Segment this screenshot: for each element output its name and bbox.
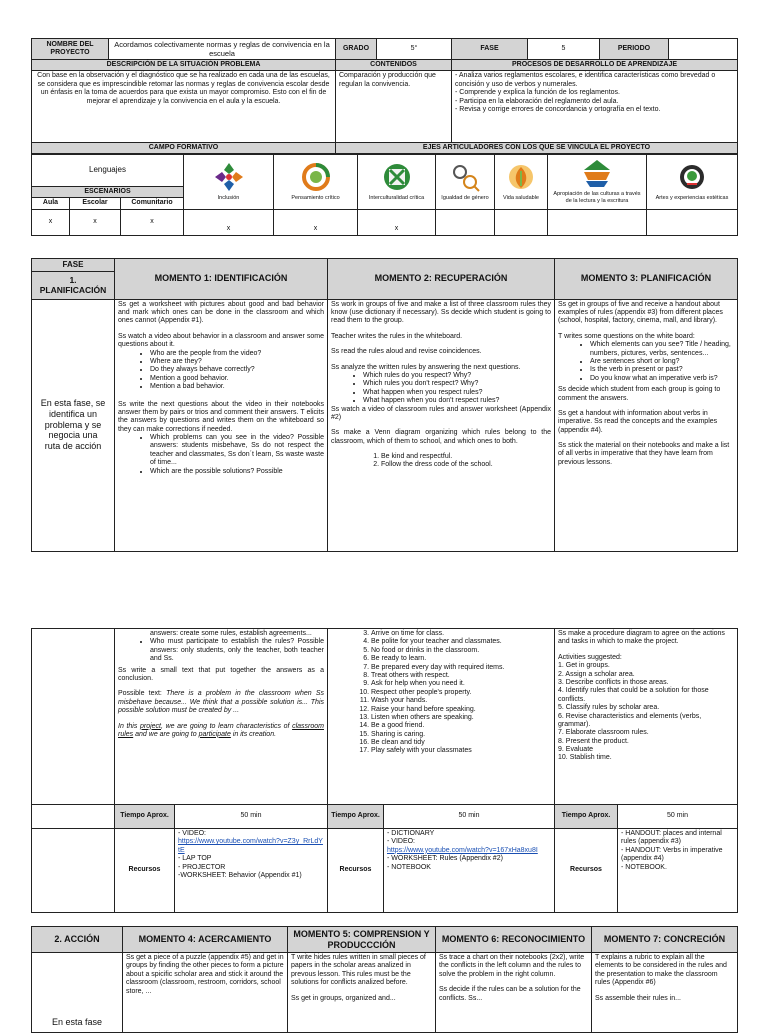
moment-1-title: MOMENTO 1: IDENTIFICACIÓN: [115, 259, 328, 300]
inclusion-mark: x: [184, 209, 274, 235]
list-item: • What happen when you respect rules?: [363, 389, 551, 397]
moment-3-continuation: [555, 629, 738, 805]
resources-moment-3: - HANDOUT: places and internal rules (appendix #3) - HANDOUT: Verbs in imperative (appendix #4) - NOTEBOOK.: [618, 829, 738, 913]
paragraph: Ss watch a video about behavior in a classroom and answer some questions about it.: [118, 332, 324, 349]
process-item: - Comprende y explica la función de los reglamentos.: [455, 89, 620, 97]
moment-2-title: MOMENTO 2: RECUPERACIÓN: [328, 259, 555, 300]
paragraph: Teacher writes the rules in the whiteboard.: [331, 332, 463, 340]
process-item: - Participa en la elaboración del reglamento del aula.: [455, 97, 619, 105]
paragraph: Ss decide which student from each group is going to comment the answers.: [558, 386, 721, 402]
scenario-classroom-mark: x: [32, 209, 70, 235]
contents-text: Comparación y producción que regulan la convivencia.: [336, 71, 452, 143]
list-item: • Are sentences short or long?: [590, 358, 734, 366]
scenario-community-mark: x: [121, 209, 184, 235]
list-item: 7. Be prepared every day with required items.: [371, 664, 551, 672]
activity-item: 3. Describe conflicts in those areas.: [558, 678, 669, 686]
learning-processes: [452, 71, 738, 143]
phase-1-table: [31, 258, 738, 552]
phase-1-continuation-table: [31, 628, 738, 913]
healthy-life-icon: [498, 162, 544, 192]
moment-6-title: MOMENTO 6: RECONOCIMIENTO: [436, 927, 592, 953]
list-item: 8. Treat others with respect.: [371, 672, 551, 680]
list-item: 15. Sharing is caring.: [371, 731, 551, 739]
time-value: 50 min: [175, 805, 328, 829]
phase-2-description: En esta fase: [32, 953, 123, 1033]
list-item: • Which elements can you see? Title / heading, numbers, pictures, verbs, sentences...: [590, 341, 734, 358]
answer-continuation: [118, 630, 324, 638]
time-value: 50 min: [618, 805, 738, 829]
contents-header: CONTENIDOS: [336, 60, 452, 71]
resources-label: Recursos: [115, 829, 175, 913]
moment-4-title: MOMENTO 4: ACERCAMIENTO: [123, 927, 288, 953]
training-field-value: Lenguajes: [32, 154, 184, 187]
phase-description-continuation: [32, 629, 115, 805]
moment-2-content: [328, 299, 555, 551]
critical-thinking-icon: [277, 162, 354, 192]
time-label: Tiempo Aprox.: [328, 805, 384, 829]
axes-header: EJES ARTICULADORES CON LOS QUE SE VINCULA EL PROYECTO: [336, 143, 738, 154]
paragraph: T writes some questions on the white board:: [558, 332, 695, 340]
interculturality-icon: [361, 162, 432, 192]
scenarios-header: ESCENARIOS: [32, 187, 184, 198]
list-item: 12. Raise your hand before speaking.: [371, 706, 551, 714]
list-item: answers: create some rules, establish agreements...: [150, 630, 312, 637]
project-header-table: [31, 38, 738, 155]
moment-7-content: T explains a rubric to explain all the elements to be considered in the rules and the presentation to make the classroom rules (Appendix #6) Ss assemble their rules in...: [592, 953, 738, 1033]
resources-moment-2: - DICTIONARY - VIDEO: https://www.youtube.com/watch?v=167xHa8xu8I - WORKSHEET: Rules (Appendix #2) - NOTEBOOK: [384, 829, 555, 913]
activity-item: 9. Evaluate: [558, 746, 594, 754]
list-item: 17. Play safely with your classmates: [371, 747, 551, 755]
paragraph: Ss write a small text that put together the answers as a conclusion.: [118, 666, 324, 682]
training-field-header: CAMPO FORMATIVO: [32, 143, 336, 154]
time-label: Tiempo Aprox.: [115, 805, 175, 829]
resources-moment-1: - VIDEO: https://www.youtube.com/watch?v=Z3y_RrLdYtE - LAP TOP - PROJECTOR -WORKSHEET: Behavior (Appendix #1): [175, 829, 328, 913]
learning-processes-header: PROCESOS DE DESARROLLO DE APRENDIZAJE: [452, 60, 738, 71]
list-item: 2. Follow the dress code of the school.: [381, 461, 551, 469]
moment-1-content: [115, 299, 328, 551]
question-list: [118, 638, 324, 663]
moment-6-content: Ss trace a chart on their notebooks (2x2), write the conflicts in the left column and the rules to solve the problem in the right column. Ss decide if the rules can be a solution for the conflicts. Ss...: [436, 953, 592, 1033]
process-item: - Revisa y corrige errores de concordancia y ortografía en el texto.: [455, 105, 661, 113]
inclusion-icon: [187, 162, 270, 192]
paragraph: Ss stick the material on their notebooks and make a list of all verbs in imperative that they have learn from previous lessons.: [558, 442, 730, 466]
question-list: [118, 350, 324, 392]
activity-item: 2. Assign a scholar area.: [558, 670, 635, 678]
phase-label: FASE: [32, 259, 115, 272]
list-item: 14. Be a good friend.: [371, 722, 551, 730]
phase-value: 5: [528, 39, 600, 60]
scenario-classroom: Aula: [32, 198, 70, 209]
list-item: 10. Respect other people's property.: [371, 689, 551, 697]
list-item: • Do they always behave correctly?: [150, 366, 324, 374]
process-item: - Analiza varios reglamentos escolares, e identifica características como brevedad o concisión y uso de verbos y numerales.: [455, 72, 716, 88]
list-item: • Who must participate to establish the rules? Possible answers: only students, only the teacher, both teacher and Ss.: [150, 638, 324, 663]
axis-label-reading-culture: Apropiación de las culturas a través de la lectura y la escritura: [553, 191, 641, 204]
list-item: 9. Ask for help when you need it.: [371, 680, 551, 688]
list-item: • Which problems can you see in the video? Possible answers: students misbehave, Ss do not respect the teacher and classmates, Ss don´t learn, Ss waste waste of time...: [150, 434, 324, 468]
list-item: 16. Be clean and tidy: [371, 739, 551, 747]
axes-table: [31, 153, 738, 236]
video-link[interactable]: https://www.youtube.com/watch?v=167xHa8xu8I: [387, 846, 538, 854]
list-item: • Mention a good behavior.: [150, 375, 324, 383]
activity-item: 6. Revise characteristics and elements (verbs, grammar).: [558, 712, 702, 728]
scenario-school: Escolar: [70, 198, 121, 209]
critical-thinking-mark: x: [274, 209, 358, 235]
paragraph: Ss get a handout with information about verbs in imperative. Ss read the concepts and the examples (appendix #4).: [558, 409, 718, 434]
activity-item: 5. Classify rules by scholar area.: [558, 704, 660, 712]
axis-label-healthy-life: Vida saludable: [503, 194, 539, 201]
rules-list: [331, 630, 551, 756]
axis-label-interculturality: Interculturalidad crítica: [368, 194, 425, 201]
list-item: 4. Be polite for your teacher and classmates.: [371, 638, 551, 646]
list-item: 3. Arrive on time for class.: [371, 630, 551, 638]
list-item: 5. No food or drinks in the classroom.: [371, 647, 551, 655]
rules-list: [331, 453, 551, 470]
moment-4-content: Ss get a piece of a puzzle (appendix #5) and get in groups by finding the other pieces to form a picture about a spicific scholar area and stick it around the classroom (classroom, restroom, corridors, school store, ...: [123, 953, 288, 1033]
list-item: • Do you know what an imperative verb is?: [590, 375, 734, 383]
paragraph: Ss read the rules aloud and revise coincidences.: [331, 348, 482, 356]
axis-label-gender-equality: Igualdad de género: [441, 194, 489, 201]
project-name: Acordamos colectivamente normas y reglas de convivencia en la escuela: [109, 39, 336, 60]
time-value: 50 min: [384, 805, 555, 829]
list-item: 11. Wash your hands.: [371, 697, 551, 705]
phase-description: En esta fase, se identifica un problema y se negocia una ruta de acción: [32, 299, 115, 551]
activity-item: 4. Identify rules that could be a solution for those conflicts.: [558, 687, 709, 703]
reading-culture-icon: [551, 158, 643, 188]
paragraph: Ss write the next questions about the video in their notebooks answer them by pairs or trios and comment their answers. T elicits the answers by questions and writes them on the whiteboard so they can make corrections if needed.: [118, 400, 324, 433]
grade-label: GRADO: [336, 39, 377, 60]
possible-text-body: There is a problem in the classroom when Ss misbehave because... We think that a possible solution is... This possible solution must be created by ...: [118, 690, 324, 715]
activity-item: 8. Present the product.: [558, 737, 629, 745]
paragraph: Ss watch a video of classroom rules and answer worksheet (Appendix #2): [331, 405, 551, 421]
moment-2-continuation: [328, 629, 555, 805]
paragraph: Ss analyze the written rules by answering the next questions.: [331, 363, 521, 371]
scenario-school-mark: x: [70, 209, 121, 235]
question-list: [558, 341, 734, 383]
list-item: • What happen when you don't respect rules?: [363, 397, 551, 405]
list-item: • Where are they?: [150, 358, 324, 366]
situation-description-header: DESCRIPCIÓN DE LA SITUACIÓN PROBLEMA: [32, 60, 336, 71]
moment-3-content: [555, 299, 738, 551]
situation-description: Con base en la observación y el diagnóstico que se ha realizado en cada una de las escuelas, se considera que es imprescindible retomar las normas y reglas de convivencia escolar desde un énfasis en la toma de acuerdos para que exista un mayor compromiso. Esto con el fin de mejorar el aprendizaje y la convivencia en el aula y la escuela.: [32, 71, 336, 143]
period-label: PERIODO: [600, 39, 669, 60]
list-item: 6. Be ready to learn.: [371, 655, 551, 663]
project-name-label: NOMBRE DEL PROYECTO: [32, 39, 109, 60]
list-item: • Is the verb in present or past?: [590, 366, 734, 374]
gender-equality-icon: [439, 162, 491, 192]
axis-label-arts: Artes y experiencias estéticas: [655, 194, 729, 201]
video-link[interactable]: https://www.youtube.com/watch?v=Z3y_RrLdYtE: [178, 838, 323, 854]
period-value: [669, 39, 738, 60]
moment-5-title: MOMENTO 5: COMPRENSION Y PRODUCCCIÓN: [288, 927, 436, 953]
phase-label: FASE: [452, 39, 528, 60]
list-item: 1. Be kind and respectful.: [381, 453, 551, 461]
paragraph: Ss make a procedure diagram to agree on the actions and tasks in which to make the project.: [558, 630, 725, 646]
axis-label-inclusion: Inclusión: [217, 194, 240, 201]
interculturality-mark: x: [358, 209, 436, 235]
axis-label-critical-thinking: Pensamiento crítico: [291, 194, 340, 201]
activities-label: Activities suggested:: [558, 653, 622, 661]
list-item: • Which rules do you respect? Why?: [363, 372, 551, 380]
paragraph: Ss make a Venn diagram organizing which rules belong to the classroom, which of them to school, and which ones to both.: [331, 429, 551, 445]
arts-icon: [650, 162, 734, 192]
paragraph: Ss get a worksheet with pictures about good and bad behavior and mark which ones can be done in the classroom and which ones cannot (Appendix #1).: [118, 300, 324, 325]
list-item: • Who are the people from the video?: [150, 350, 324, 358]
question-list: [118, 434, 324, 476]
phase-2-name: 2. ACCIÓN: [32, 927, 123, 953]
time-label: Tiempo Aprox.: [555, 805, 618, 829]
paragraph: Ss work in groups of five and make a list of three classroom rules they know (use dictionary if necessary). Ss decide which student is going to read them to the group.: [331, 300, 551, 325]
grade-value: 5°: [377, 39, 452, 60]
paragraph: Ss get in groups of five and receive a handout about examples of rules (appendix #3) from different places (school, hospital, factory, cinema, mall, and library).: [558, 300, 723, 325]
activity-item: 1. Get in groups.: [558, 662, 610, 670]
moment-5-content: T write hides rules written in small pieces of papers in the scholar areas analized in prevous lesson. This rules must be the solutions for conflicts analized before. Ss get in groups, organized and...: [288, 953, 436, 1033]
project-statement: In this project, we are going to learn characteristics of classroom rules and we are going to participate in its creation.: [118, 722, 324, 738]
list-item: • Mention a bad behavior.: [150, 383, 324, 391]
activity-item: 10. Stablish time.: [558, 754, 612, 762]
moment-1-continuation: [115, 629, 328, 805]
possible-text-label: Possible text:: [118, 690, 162, 698]
list-item: • Which are the possible solutions? Possible: [150, 468, 324, 476]
scenario-community: Comunitario: [121, 198, 184, 209]
moment-3-title: MOMENTO 3: PLANIFICACIÓN: [555, 259, 738, 300]
phase-2-table: [31, 926, 738, 1033]
moment-7-title: MOMENTO 7: CONCRECIÓN: [592, 927, 738, 953]
phase-name: 1. PLANIFICACIÓN: [32, 271, 115, 299]
question-list: [331, 372, 551, 406]
activity-item: 7. Elaborate classroom rules.: [558, 729, 649, 737]
resources-label: Recursos: [555, 829, 618, 913]
possible-text: [118, 690, 324, 715]
list-item: 13. Listen when others are speaking.: [371, 714, 551, 722]
resources-label: Recursos: [328, 829, 384, 913]
list-item: • Which rules you don't respect? Why?: [363, 380, 551, 388]
